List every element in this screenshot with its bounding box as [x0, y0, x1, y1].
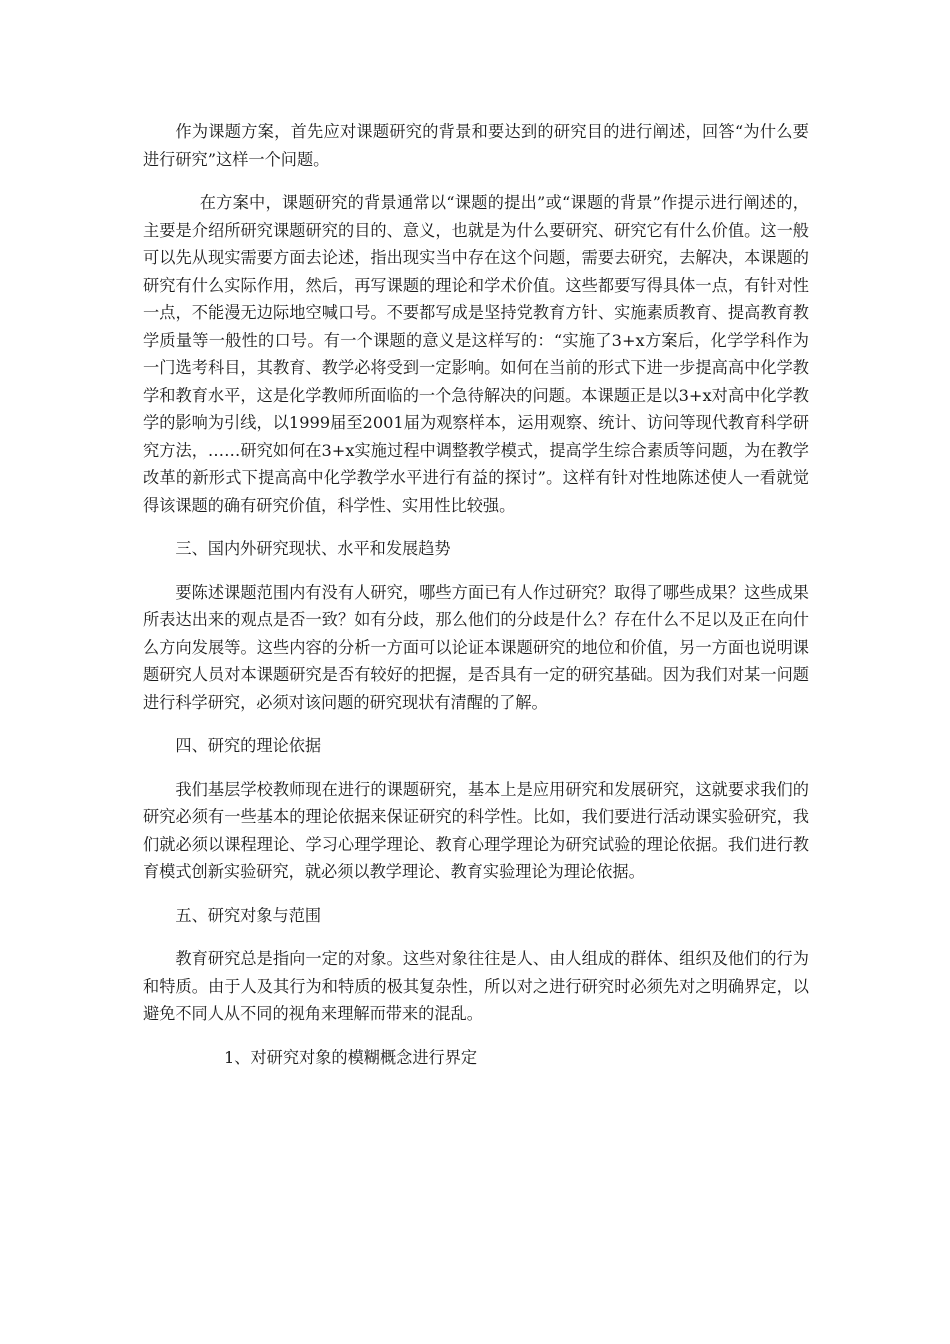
paragraph-background: 在方案中，课题研究的背景通常以“课题的提出”或“课题的背景”作提示进行阐述的，主要是介绍所研究课题研究的目的、意义，也就是为什么要研究、研究它有什么价值。这一般可以先从现实需要方面去论述，指出现实当中存在这个问题，需要去研究，去解决，本课题的研究有什么实际作用，然后，再写课题的理论和学术价值。这些都要写得具体一点，有针对性一点，不能漫无边际地空喊口号。不要都写成是坚持党教育方针、实施素质教育、提高教育教学质量等一般性的口号。有一个课题的意义是这样写的：“实施了3+x方案后，化学学科作为一门选考科目，其教育、教学必将受到一定影响。如何在当前的形式下进一步提高高中化学教学和教育水平，这是化学教师所面临的一个急待解决的问题。本课题正是以3+x对高中化学教学的影响为引线，以1999届至2001届为观察样本，运用观察、统计、访问等现代教育科学研究方法，……研究如何在3+x实施过程中调整教学模式，提高学生综合素质等问题，为在教学改革的新形式下提高高中化学教学水平进行有益的探讨”。这样有针对性地陈述使人一看就觉得该课题的确有研究价值，科学性、实用性比较强。: [143, 193, 809, 515]
paragraph-research-object: 教育研究总是指向一定的对象。这些对象往往是人、由人组成的群体、组织及他们的行为和特质。由于人及其行为和特质的极其复杂性，所以对之进行研究时必须先对之明确界定，以避免不同人从不同的视角来理解而带来的混乱。: [143, 949, 809, 1023]
paragraph-intro: 作为课题方案，首先应对课题研究的背景和要达到的研究目的进行阐述，回答“为什么要进行研究”这样一个问题。: [143, 122, 809, 169]
paragraph-theory-basis: 我们基层学校教师现在进行的课题研究，基本上是应用研究和发展研究，这就要求我们的研究必须有一些基本的理论依据来保证研究的科学性。比如，我们要进行活动课实验研究，我们就必须以课程理论、学习心理学理论、教育心理学理论为研究试验的理论依据。我们进行教育模式创新实验研究，就必须以教学理论、教育实验理论为理论依据。: [143, 779, 809, 881]
section-heading-theory-basis: 四、研究的理论依据: [175, 736, 322, 755]
document-body: [143, 118, 809, 1071]
section-heading-research-status: 三、国内外研究现状、水平和发展趋势: [175, 539, 451, 558]
subsection-heading-define-concepts: 1、对研究对象的模糊概念进行界定: [224, 1047, 478, 1067]
section-heading-research-object: 五、研究对象与范围: [175, 905, 322, 925]
paragraph-research-status: 要陈述课题范围内有没有人研究，哪些方面已有人作过研究？取得了哪些成果？这些成果所表达出来的观点是否一致？如有分歧，那么他们的分歧是什么？存在什么不足以及正在向什么方向发展等。这些内容的分析一方面可以论证本课题研究的地位和价值，另一方面也说明课题研究人员对本课题研究是否有较好的把握，是否具有一定的研究基础。因为我们对某一问题进行科学研究，必须对该问题的研究现状有清醒的了解。: [143, 582, 809, 712]
